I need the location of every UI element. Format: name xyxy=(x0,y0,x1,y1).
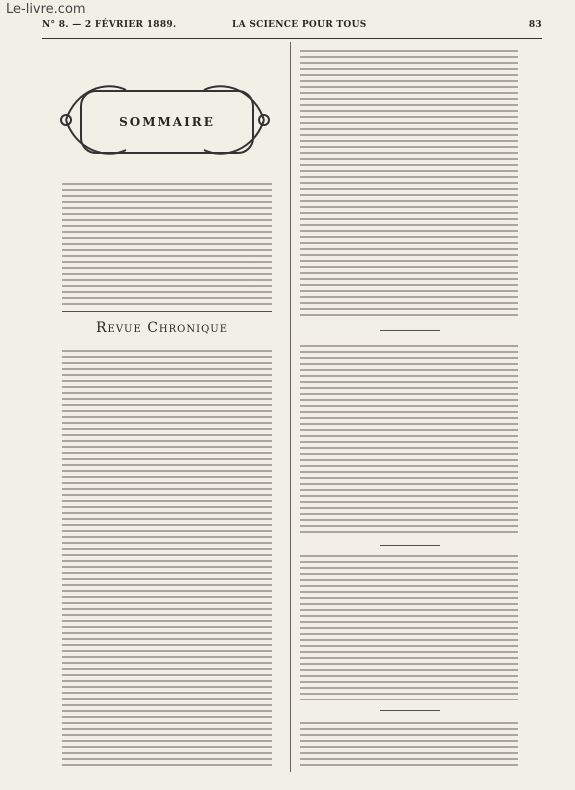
journal-title: LA SCIENCE POUR TOUS xyxy=(232,20,367,30)
sommaire-title: SOMMAIRE xyxy=(119,115,215,129)
watermark: Le-livre.com xyxy=(6,2,86,17)
sommaire-box xyxy=(80,90,254,154)
right-text-3 xyxy=(300,555,518,700)
right-text-1 xyxy=(300,50,518,320)
column-rule xyxy=(290,42,291,772)
divider xyxy=(380,545,440,546)
right-text-4 xyxy=(300,722,518,770)
divider xyxy=(62,311,272,312)
section-title: Revue Chronique xyxy=(95,320,229,336)
page-number: 83 xyxy=(528,20,542,30)
page-header xyxy=(42,20,542,34)
header-rule xyxy=(42,38,542,39)
divider xyxy=(380,330,440,331)
revue-text xyxy=(62,350,272,770)
divider xyxy=(380,710,440,711)
issue-number: N° 8. — 2 FÉVRIER 1889. xyxy=(42,20,177,30)
right-text-2 xyxy=(300,345,518,535)
sommaire-text xyxy=(62,183,272,306)
